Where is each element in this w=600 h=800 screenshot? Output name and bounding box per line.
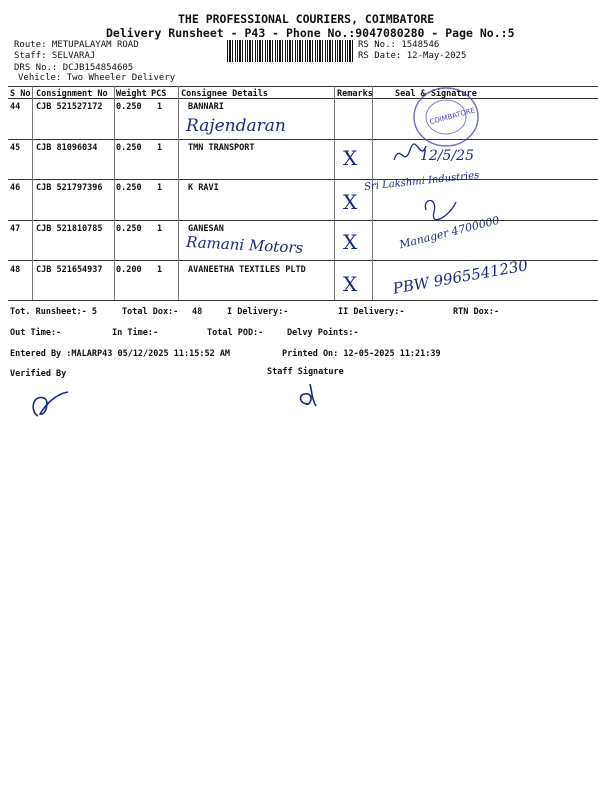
row-consignment: CJB 521654937 [36, 265, 103, 275]
row-pcs: 1 [157, 183, 163, 193]
row-consignment: CJB 81096034 [36, 143, 98, 153]
col-divider [178, 86, 179, 300]
handwritten-phone: PBW 9965541230 [391, 256, 530, 298]
verifier-signature-icon [28, 386, 72, 422]
row-consignee: BANNARI [188, 102, 224, 112]
company-seal-text: Sri Lakshmi Industries [363, 169, 480, 194]
total-dox-label: Total Dox:- [122, 307, 179, 317]
barcode [227, 40, 353, 62]
handwritten-signature: Manager 4700000 [397, 213, 501, 252]
verified-by-label: Verified By [10, 369, 67, 379]
col-divider [372, 86, 373, 300]
row-divider [8, 220, 598, 221]
row-sno: 47 [10, 224, 21, 234]
delvy-points-label: Delvy Points:- [287, 328, 359, 338]
col-header-sno: S No [10, 89, 31, 99]
rtn-dox-label: RTN Dox:- [453, 307, 500, 317]
col-header-weight: Weight [116, 89, 147, 99]
printed-on: Printed On: 12-05-2025 11:21:39 [282, 349, 441, 359]
table-top-rule [8, 86, 598, 87]
handwritten-company: Ramani Motors [185, 232, 304, 258]
row-consignee: AVANEETHA TEXTILES PLTD [188, 265, 306, 275]
row-weight: 0.200 [116, 265, 142, 275]
row-consignment: CJB 521527172 [36, 102, 103, 112]
svg-text:COIMBATORE: COIMBATORE [428, 106, 476, 127]
out-time-label: Out Time:- [10, 328, 62, 338]
col-header-pcs: PCS [151, 89, 167, 99]
col-header-consignment: Consignment No [36, 89, 108, 99]
route-label: Route: METUPALAYAM ROAD [14, 40, 139, 50]
row-weight: 0.250 [116, 102, 142, 112]
row-consignee: K RAVI [188, 183, 219, 193]
vehicle-label: Vehicle: Two Wheeler Delivery [18, 73, 176, 83]
row-consignee: GANESAN [188, 224, 224, 234]
remark-cross-mark: X [343, 190, 358, 214]
row-weight: 0.250 [116, 183, 142, 193]
stamp-seal-icon [412, 86, 480, 148]
remark-cross-mark: X [343, 272, 358, 296]
row-weight: 0.250 [116, 143, 142, 153]
table-bottom-rule [8, 300, 598, 301]
row-pcs: 1 [157, 265, 163, 275]
row-divider [8, 139, 598, 140]
col-header-consignee: Consignee Details [181, 89, 268, 99]
staff-signature-label: Staff Signature [267, 367, 344, 377]
remark-cross-mark: X [343, 146, 358, 170]
staff-label: Staff: SELVARAJ [14, 51, 96, 61]
ii-delivery-label: II Delivery:- [338, 307, 405, 317]
row-sno: 44 [10, 102, 21, 112]
remark-cross-mark: X [343, 230, 358, 254]
col-divider [32, 86, 33, 300]
row-pcs: 1 [157, 102, 163, 112]
rs-date: RS Date: 12-May-2025 [358, 51, 467, 61]
i-delivery-label: I Delivery:- [227, 307, 289, 317]
col-divider [334, 86, 335, 300]
staff-signature-icon [290, 380, 326, 410]
signature-scribble-icon [390, 140, 430, 170]
row-consignment: CJB 521797396 [36, 183, 103, 193]
handwritten-date: 12/5/25 [420, 148, 474, 164]
rs-number: RS No.: 1548546 [358, 40, 440, 50]
in-time-label: In Time:- [112, 328, 159, 338]
row-consignment: CJB 521810785 [36, 224, 103, 234]
row-divider [8, 179, 598, 180]
row-sno: 45 [10, 143, 21, 153]
total-pod-label: Total POD:- [207, 328, 264, 338]
col-header-remarks: Remarks [337, 89, 373, 99]
col-divider [114, 86, 115, 300]
row-pcs: 1 [157, 143, 163, 153]
row-pcs: 1 [157, 224, 163, 234]
drs-number: DRS No.: DCJB154854605 [14, 63, 134, 73]
handwritten-receiver: Rajendaran [186, 116, 286, 136]
entered-by: Entered By :MALARP43 05/12/2025 11:15:52 AM [10, 349, 231, 359]
row-weight: 0.250 [116, 224, 142, 234]
row-sno: 46 [10, 183, 21, 193]
total-dox-value: 48 [192, 307, 203, 317]
signature-scribble-icon [420, 192, 460, 220]
col-header-seal: Seal & Signature [395, 89, 477, 99]
company-title: THE PROFESSIONAL COURIERS, COIMBATORE [178, 12, 435, 26]
runsheet-subtitle: Delivery Runsheet - P43 - Phone No.:9047080280 - Page No.:5 [106, 26, 515, 40]
total-runsheet: Tot. Runsheet:- 5 [10, 307, 97, 317]
row-consignee: TMN TRANSPORT [188, 143, 255, 153]
company-stamp [412, 86, 480, 148]
row-sno: 48 [10, 265, 21, 275]
